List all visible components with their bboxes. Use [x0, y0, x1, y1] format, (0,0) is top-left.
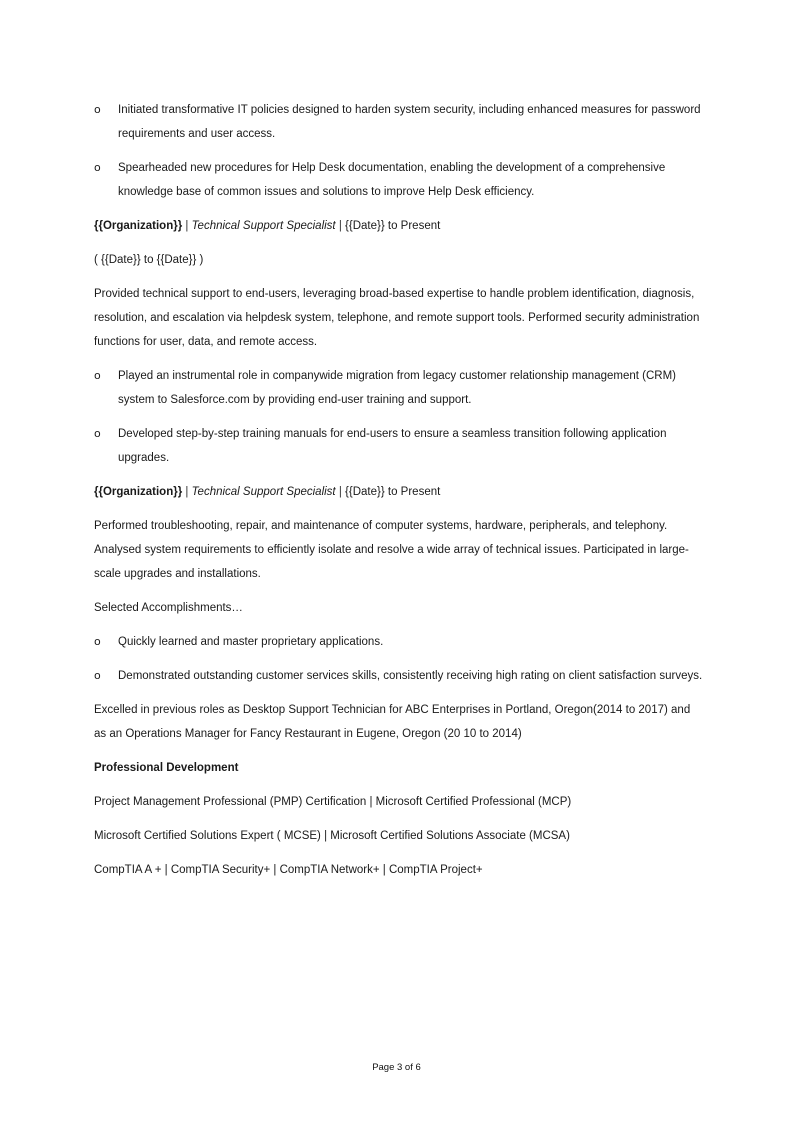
list-item	[94, 156, 704, 204]
separator: |	[335, 220, 346, 232]
page-content	[94, 98, 704, 892]
job-dates: {{Date}} to Present	[345, 486, 441, 498]
accomplishments-label: Selected Accomplishments…	[94, 602, 243, 614]
job-header	[94, 480, 704, 504]
section-heading: Professional Development	[94, 762, 239, 774]
bullet-marker: o	[94, 103, 101, 116]
list-item	[94, 630, 704, 654]
job-title: Technical Support Specialist	[191, 486, 336, 498]
bullet-marker: o	[94, 635, 101, 648]
job-title: Technical Support Specialist	[191, 220, 336, 232]
bullet-text: Developed step-by-step training manuals for end-users to ensure a seamless transition following application upgrades.	[118, 428, 667, 464]
list-item	[94, 98, 704, 146]
page-footer	[0, 1062, 793, 1073]
list-item	[94, 364, 704, 412]
separator: |	[182, 486, 192, 498]
separator: |	[182, 220, 192, 232]
bullet-text: Initiated transformative IT policies designed to harden system security, including enhanced measures for password requirements and user access.	[118, 104, 701, 140]
bullet-marker: o	[94, 427, 101, 440]
list-item	[94, 664, 704, 688]
job-summary: Provided technical support to end-users, leveraging broad-based expertise to handle problem identification, diagnosis, resolution, and escalation via helpdesk system, telephone, and remote support tools. Performed security administration functions for user, data, and remote access.	[94, 288, 700, 348]
list-item	[94, 422, 704, 470]
certification-line: CompTIA A + | CompTIA Security+ | CompTIA Network+ | CompTIA Project+	[94, 864, 483, 876]
previous-roles: Excelled in previous roles as Desktop Support Technician for ABC Enterprises in Portland, Oregon(2014 to 2017) and as an Operations Manager for Fancy Restaurant in Eugene, Oregon (20 10 to 2014)	[94, 704, 691, 740]
job-subdates: ( {{Date}} to {{Date}} )	[94, 254, 204, 266]
bullet-marker: o	[94, 669, 101, 682]
bullet-text: Demonstrated outstanding customer services skills, consistently receiving high rating on client satisfaction surveys.	[118, 670, 703, 682]
separator: |	[335, 486, 346, 498]
bullet-text: Spearheaded new procedures for Help Desk documentation, enabling the development of a comprehensive knowledge base of common issues and solutions to improve Help Desk efficiency.	[118, 162, 666, 198]
job-summary: Performed troubleshooting, repair, and maintenance of computer systems, hardware, peripherals, and telephony. Analysed system requirements to efficiently isolate and resolve a wide array of technical issues. Participated in large-scale upgrades and installations.	[94, 520, 689, 580]
certification-line: Project Management Professional (PMP) Certification | Microsoft Certified Professional (MCP)	[94, 796, 572, 808]
page-number: Page 3 of 6	[372, 1062, 421, 1073]
bullet-text: Played an instrumental role in companywide migration from legacy customer relationship management (CRM) system to Salesforce.com by providing end-user training and support.	[118, 370, 676, 406]
bullet-text: Quickly learned and master proprietary applications.	[118, 636, 384, 648]
job-dates: {{Date}} to Present	[345, 220, 441, 232]
bullet-marker: o	[94, 161, 101, 174]
job-header	[94, 214, 704, 238]
bullet-marker: o	[94, 369, 101, 382]
organization-name: {{Organization}}	[94, 486, 183, 498]
certification-line: Microsoft Certified Solutions Expert ( MCSE) | Microsoft Certified Solutions Associate (MCSA)	[94, 830, 570, 842]
organization-name: {{Organization}}	[94, 220, 183, 232]
